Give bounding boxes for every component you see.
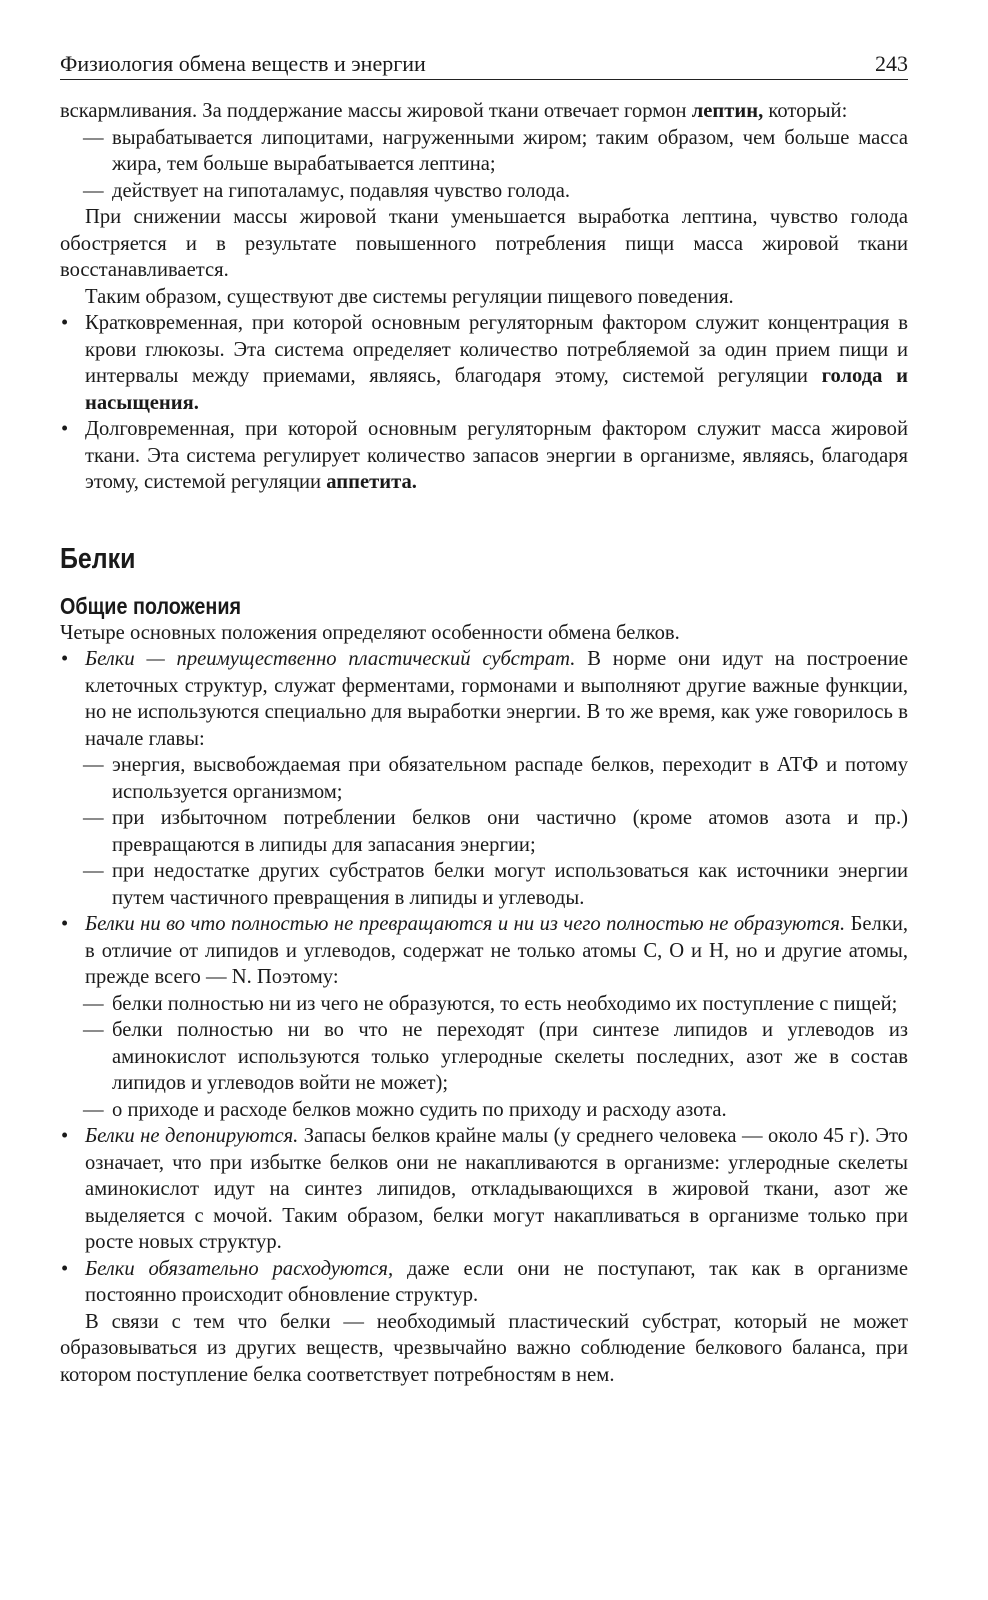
leptin-item-1: — вырабатывается липоцитами, нагруженными жиром; таким образом, чем больше масса жира, тем больше вырабатывается лептина; [60, 125, 908, 178]
book-page [60, 50, 908, 1388]
page-content [60, 98, 908, 1388]
intro-paragraph [60, 98, 908, 125]
bullet-no-transform-italic: Белки ни во что полностью не превращаются и ни из чего полностью не образуются. [85, 913, 846, 935]
paragraph-decrease: При снижении массы жировой ткани уменьшается выработка лептина, чувство голода обостряется и в результате повышенного потребления пищи масса жировой ткани восстанавливается. [60, 206, 908, 281]
bullet-no-transform-text: Белки, в отличие от липидов и углеводов, содержат не только атомы С, О и Н, но и другие атомы, прежде всего — N. Поэтому: [85, 913, 908, 988]
bullet-consumed [60, 1256, 908, 1309]
paragraph-final: В связи с тем что белки — необходимый пластический субстрат, который не может образовываться из других веществ, чрезвычайно важно соблюдение белкового баланса, при котором поступление белка соответствует потребностям в нем. [60, 1310, 908, 1386]
intro-suffix: который: [763, 100, 848, 122]
bullet-short-text: Кратковременная, при которой основным регуляторным фактором служит концентрация в крови глюкозы. Эта система определяет количество потребляемой за один прием пищи и интервалы между приемами, являясь, благодаря этому, системой регуляции [85, 312, 908, 387]
bullet-not-deposited [60, 1123, 908, 1256]
bullet-long-term [60, 416, 908, 496]
plastic-item-2: — при избыточном потреблении белков они частично (кроме атомов азота и пр.) превращаются в липиды для запасания энергии; [60, 805, 908, 858]
bullet-plastic-text: В норме они идут на построение клеточных структур, служат ферментами, гормонами и выполняют другие важные функции, но не используются специально для выработки энергии. В то же время, как уже говорилось в начале главы: [85, 648, 908, 750]
paragraph-two-systems: Таким образом, существуют две системы регуляции пищевого поведения. [85, 285, 734, 308]
intro-text: вскармливания. За поддержание массы жировой ткани отвечает гормон [60, 100, 692, 122]
bullet-short-term-bold: голода и насыщения. [85, 365, 908, 414]
leptin-term: лептин, [691, 100, 764, 122]
bullet-consumed-text: даже если они не поступают, так как в организме постоянно происходит обновление структур. [85, 1257, 908, 1306]
plastic-item-3: — при недостатке других субстратов белки могут использоваться как источники энергии путем частичного превращения в липиды и углеводы. [60, 858, 908, 911]
bullet-not-deposited-italic: Белки не депонируются. [85, 1125, 299, 1147]
transform-item-3: — о приходе и расходе белков можно судить по приходу и расходу азота. [60, 1097, 908, 1124]
bullet-long-term-bold: аппетита. [326, 471, 417, 493]
section-title: Белки [60, 542, 136, 575]
bullet-short-term [60, 310, 908, 416]
plastic-item-1: — энергия, высвобождаемая при обязательном распаде белков, переходит в АТФ и потому используется организмом; [60, 752, 908, 805]
subsection-title: Общие положения [60, 592, 242, 619]
transform-item-2: — белки полностью ни во что не переходят (при синтезе липидов и углеводов из аминокислот используются только углеродные скелеты последних, азот же в состав липидов и углеводов войти не может); [60, 1017, 908, 1097]
transform-item-1: — белки полностью ни из чего не образуются, то есть необходимо их поступление с пищей; [60, 991, 908, 1018]
page-number: 243 [875, 51, 908, 76]
paragraph-four-positions: Четыре основных положения определяют особенности обмена белков. [60, 621, 680, 644]
running-header [60, 50, 908, 80]
bullet-long-text: Долговременная, при которой основным регуляторным фактором служит масса жировой ткани. Эта система регулирует количество запасов энергии в организме, являясь, благодаря этому, системой регуляции [85, 418, 908, 493]
bullet-no-transform [60, 911, 908, 991]
bullet-consumed-italic: Белки обязательно расходуются, [85, 1257, 394, 1280]
bullet-plastic [60, 646, 908, 752]
running-title: Физиология обмена веществ и энергии [60, 51, 426, 76]
bullet-plastic-italic: Белки — преимущественно пластический субстрат. [85, 648, 576, 670]
leptin-item-2: — действует на гипоталамус, подавляя чувство голода. [60, 178, 908, 205]
bullet-not-deposited-text: Запасы белков крайне малы (у среднего человека — около 45 г). Это означает, что при избытке белков они не накапливаются в организме: углеродные скелеты аминокислот идут на синтез липидов, откладывающихся в жировой ткани, азот же выделяется с мочой. Таким образом, белки могут накапливаться в организме только при росте новых структур. [85, 1125, 908, 1253]
